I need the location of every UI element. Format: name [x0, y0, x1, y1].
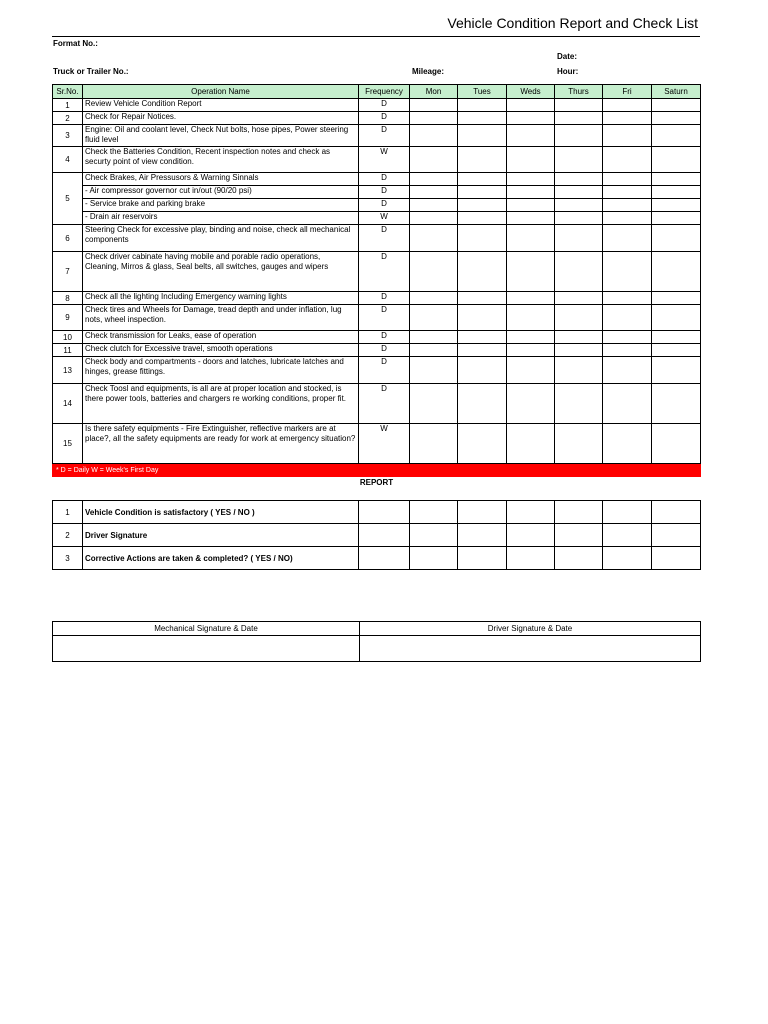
- frequency-cell: W: [359, 424, 410, 464]
- operation-cell: Engine: Oil and coolant level, Check Nut bolts, hose pipes, Power steering fluid level: [83, 125, 359, 147]
- report-sr-cell: 1: [53, 501, 83, 524]
- col-header: Mon: [410, 85, 458, 99]
- report-entry-cell[interactable]: [652, 547, 701, 570]
- day-check-cell[interactable]: [555, 199, 603, 212]
- day-check-cell[interactable]: [507, 292, 555, 305]
- operation-cell: Check transmission for Leaks, ease of operation: [83, 331, 359, 344]
- sr-no-cell: 9: [53, 305, 83, 331]
- day-check-cell[interactable]: [507, 186, 555, 199]
- mechanical-signature-label: Mechanical Signature & Date: [53, 622, 360, 636]
- header-row: [53, 85, 701, 99]
- operation-cell: Check tires and Wheels for Damage, tread depth and under inflation, lug nots, wheel inspection.: [83, 305, 359, 331]
- table-row: [53, 292, 701, 305]
- day-check-cell[interactable]: [410, 125, 458, 147]
- day-check-cell[interactable]: [458, 199, 507, 212]
- report-entry-cell[interactable]: [359, 501, 410, 524]
- day-check-cell[interactable]: [555, 186, 603, 199]
- day-check-cell[interactable]: [458, 147, 507, 173]
- frequency-cell: D: [359, 305, 410, 331]
- sr-no-cell: 2: [53, 112, 83, 125]
- report-label-cell: Vehicle Condition is satisfactory ( YES / NO ): [83, 501, 359, 524]
- day-check-cell[interactable]: [603, 99, 652, 112]
- day-check-cell[interactable]: [410, 424, 458, 464]
- day-check-cell[interactable]: [458, 292, 507, 305]
- day-check-cell[interactable]: [458, 225, 507, 252]
- col-header: Frequency: [359, 85, 410, 99]
- sr-no-cell: 5: [53, 173, 83, 225]
- table-row: [53, 173, 701, 186]
- day-check-cell[interactable]: [555, 173, 603, 186]
- day-check-cell[interactable]: [603, 384, 652, 424]
- day-check-cell[interactable]: [603, 125, 652, 147]
- day-check-cell[interactable]: [603, 252, 652, 292]
- day-check-cell[interactable]: [603, 147, 652, 173]
- day-check-cell[interactable]: [652, 344, 701, 357]
- day-check-cell[interactable]: [458, 125, 507, 147]
- operation-cell: Check body and compartments - doors and latches, lubricate latches and hinges, grease fittings.: [83, 357, 359, 384]
- report-entry-cell[interactable]: [410, 524, 458, 547]
- driver-signature-label: Driver Signature & Date: [360, 622, 701, 636]
- report-entry-cell[interactable]: [359, 547, 410, 570]
- day-check-cell[interactable]: [603, 344, 652, 357]
- day-check-cell[interactable]: [555, 99, 603, 112]
- day-check-cell[interactable]: [652, 424, 701, 464]
- operation-cell: - Service brake and parking brake: [83, 199, 359, 212]
- day-check-cell[interactable]: [555, 225, 603, 252]
- operation-cell: - Drain air reservoirs: [83, 212, 359, 225]
- title-divider: [52, 36, 700, 37]
- report-entry-cell[interactable]: [603, 524, 652, 547]
- frequency-cell: D: [359, 384, 410, 424]
- day-check-cell[interactable]: [652, 173, 701, 186]
- report-entry-cell[interactable]: [555, 501, 603, 524]
- day-check-cell[interactable]: [507, 125, 555, 147]
- frequency-cell: D: [359, 292, 410, 305]
- day-check-cell[interactable]: [603, 424, 652, 464]
- frequency-cell: D: [359, 112, 410, 125]
- day-check-cell[interactable]: [555, 125, 603, 147]
- day-check-cell[interactable]: [410, 225, 458, 252]
- day-check-cell[interactable]: [555, 212, 603, 225]
- operation-cell: Is there safety equipments - Fire Extinguisher, reflective markers are at place?, all the safety equipments are ready for work at emergency situation?: [83, 424, 359, 464]
- checklist-table: [52, 84, 701, 489]
- report-entry-cell[interactable]: [359, 524, 410, 547]
- report-label-cell: Driver Signature: [83, 524, 359, 547]
- day-check-cell[interactable]: [555, 292, 603, 305]
- day-check-cell[interactable]: [603, 212, 652, 225]
- day-check-cell[interactable]: [507, 252, 555, 292]
- day-check-cell[interactable]: [507, 331, 555, 344]
- operation-cell: Steering Check for excessive play, binding and noise, check all mechanical components: [83, 225, 359, 252]
- col-header: Operation Name: [83, 85, 359, 99]
- page-title: Vehicle Condition Report and Check List: [447, 15, 698, 31]
- day-check-cell[interactable]: [507, 225, 555, 252]
- operation-cell: Check Toosl and equipments, is all are at proper location and stocked, is there power tools, batteries and chargers re working conditions, proper fit.: [83, 384, 359, 424]
- sr-no-cell: 14: [53, 384, 83, 424]
- legend-text: * D = Daily W = Week's First Day: [53, 464, 701, 477]
- report-entry-cell[interactable]: [507, 524, 555, 547]
- sr-no-cell: 10: [53, 331, 83, 344]
- day-check-cell[interactable]: [652, 292, 701, 305]
- report-entry-cell[interactable]: [652, 524, 701, 547]
- report-row: [53, 501, 701, 524]
- day-check-cell[interactable]: [410, 292, 458, 305]
- day-check-cell[interactable]: [410, 331, 458, 344]
- sr-no-cell: 4: [53, 147, 83, 173]
- driver-signature-field[interactable]: [360, 636, 701, 662]
- table-row: [53, 331, 701, 344]
- date-label: Date:: [557, 52, 578, 61]
- day-check-cell[interactable]: [410, 384, 458, 424]
- day-check-cell[interactable]: [603, 305, 652, 331]
- day-check-cell[interactable]: [555, 384, 603, 424]
- table-row: [53, 225, 701, 252]
- day-check-cell[interactable]: [458, 344, 507, 357]
- day-check-cell[interactable]: [458, 186, 507, 199]
- report-entry-cell[interactable]: [555, 547, 603, 570]
- day-check-cell[interactable]: [507, 199, 555, 212]
- day-check-cell[interactable]: [555, 331, 603, 344]
- format-no-label: Format No.:: [53, 39, 98, 48]
- day-check-cell[interactable]: [652, 147, 701, 173]
- frequency-cell: D: [359, 125, 410, 147]
- day-check-cell[interactable]: [507, 99, 555, 112]
- day-check-cell[interactable]: [652, 199, 701, 212]
- operation-cell: Check driver cabinate having mobile and porable radio operations, Cleaning, Mirros & glass, Seal belts, all switches, gauges and wipers: [83, 252, 359, 292]
- day-check-cell[interactable]: [555, 424, 603, 464]
- sr-no-cell: 8: [53, 292, 83, 305]
- col-header: Weds: [507, 85, 555, 99]
- day-check-cell[interactable]: [652, 357, 701, 384]
- sr-no-cell: 6: [53, 225, 83, 252]
- frequency-cell: D: [359, 199, 410, 212]
- signature-table: [52, 621, 701, 662]
- day-check-cell[interactable]: [603, 112, 652, 125]
- report-label-row: [53, 477, 701, 489]
- day-check-cell[interactable]: [458, 112, 507, 125]
- frequency-cell: W: [359, 147, 410, 173]
- frequency-cell: W: [359, 212, 410, 225]
- sr-no-cell: 11: [53, 344, 83, 357]
- frequency-cell: D: [359, 252, 410, 292]
- day-check-cell[interactable]: [555, 252, 603, 292]
- report-sr-cell: 3: [53, 547, 83, 570]
- day-check-cell[interactable]: [458, 99, 507, 112]
- table-row: [53, 384, 701, 424]
- table-row: [53, 212, 701, 225]
- day-check-cell[interactable]: [555, 147, 603, 173]
- day-check-cell[interactable]: [410, 147, 458, 173]
- table-row: [53, 357, 701, 384]
- sr-no-cell: 15: [53, 424, 83, 464]
- day-check-cell[interactable]: [555, 357, 603, 384]
- day-check-cell[interactable]: [410, 305, 458, 331]
- report-row: [53, 524, 701, 547]
- table-row: [53, 147, 701, 173]
- day-check-cell[interactable]: [555, 112, 603, 125]
- day-check-cell[interactable]: [410, 199, 458, 212]
- table-row: [53, 112, 701, 125]
- day-check-cell[interactable]: [603, 357, 652, 384]
- frequency-cell: D: [359, 357, 410, 384]
- day-check-cell[interactable]: [507, 305, 555, 331]
- frequency-cell: D: [359, 344, 410, 357]
- table-row: [53, 344, 701, 357]
- table-row: [53, 125, 701, 147]
- report-entry-cell[interactable]: [410, 501, 458, 524]
- sr-no-cell: 3: [53, 125, 83, 147]
- day-check-cell[interactable]: [458, 384, 507, 424]
- day-check-cell[interactable]: [603, 292, 652, 305]
- day-check-cell[interactable]: [410, 357, 458, 384]
- day-check-cell[interactable]: [652, 212, 701, 225]
- day-check-cell[interactable]: [603, 199, 652, 212]
- col-header: Tues: [458, 85, 507, 99]
- operation-cell: Check clutch for Excessive travel, smooth operations: [83, 344, 359, 357]
- day-check-cell[interactable]: [555, 305, 603, 331]
- report-entry-cell[interactable]: [603, 547, 652, 570]
- day-check-cell[interactable]: [603, 331, 652, 344]
- mileage-label: Mileage:: [412, 67, 445, 76]
- report-sr-cell: 2: [53, 524, 83, 547]
- col-header: Thurs: [555, 85, 603, 99]
- operation-cell: Check for Repair Notices.: [83, 112, 359, 125]
- day-check-cell[interactable]: [507, 384, 555, 424]
- day-check-cell[interactable]: [458, 331, 507, 344]
- day-check-cell[interactable]: [507, 424, 555, 464]
- table-row: [53, 252, 701, 292]
- day-check-cell[interactable]: [410, 212, 458, 225]
- sr-no-cell: 13: [53, 357, 83, 384]
- report-label-cell: Corrective Actions are taken & completed? ( YES / NO): [83, 547, 359, 570]
- legend-row: [53, 464, 701, 477]
- mechanical-signature-field[interactable]: [53, 636, 360, 662]
- frequency-cell: D: [359, 173, 410, 186]
- report-table: [52, 500, 701, 570]
- table-row: [53, 424, 701, 464]
- report-entry-cell[interactable]: [458, 547, 507, 570]
- day-check-cell[interactable]: [458, 305, 507, 331]
- report-heading: REPORT: [359, 478, 394, 488]
- report-entry-cell[interactable]: [603, 501, 652, 524]
- report-entry-cell[interactable]: [652, 501, 701, 524]
- day-check-cell[interactable]: [603, 173, 652, 186]
- day-check-cell[interactable]: [603, 225, 652, 252]
- report-entry-cell[interactable]: [555, 524, 603, 547]
- day-check-cell[interactable]: [458, 212, 507, 225]
- day-check-cell[interactable]: [652, 331, 701, 344]
- day-check-cell[interactable]: [652, 186, 701, 199]
- day-check-cell[interactable]: [603, 186, 652, 199]
- table-row: [53, 99, 701, 112]
- operation-cell: Check the Batteries Condition, Recent inspection notes and check as securty point of view condition.: [83, 147, 359, 173]
- day-check-cell[interactable]: [458, 424, 507, 464]
- day-check-cell[interactable]: [652, 225, 701, 252]
- table-row: [53, 186, 701, 199]
- report-row: [53, 547, 701, 570]
- sr-no-cell: 1: [53, 99, 83, 112]
- day-check-cell[interactable]: [652, 112, 701, 125]
- frequency-cell: D: [359, 225, 410, 252]
- day-check-cell[interactable]: [458, 173, 507, 186]
- hour-label: Hour:: [557, 67, 579, 76]
- table-row: [53, 199, 701, 212]
- truck-trailer-label: Truck or Trailer No.:: [53, 67, 129, 76]
- frequency-cell: D: [359, 99, 410, 112]
- day-check-cell[interactable]: [410, 173, 458, 186]
- day-check-cell[interactable]: [652, 252, 701, 292]
- day-check-cell[interactable]: [410, 99, 458, 112]
- day-check-cell[interactable]: [410, 252, 458, 292]
- day-check-cell[interactable]: [410, 344, 458, 357]
- col-header: Saturn: [652, 85, 701, 99]
- day-check-cell[interactable]: [507, 173, 555, 186]
- day-check-cell[interactable]: [652, 384, 701, 424]
- operation-cell: Check Brakes, Air Pressusors & Warning Sinnals: [83, 173, 359, 186]
- report-entry-cell[interactable]: [458, 501, 507, 524]
- day-check-cell[interactable]: [410, 186, 458, 199]
- report-entry-cell[interactable]: [410, 547, 458, 570]
- report-entry-cell[interactable]: [458, 524, 507, 547]
- day-check-cell[interactable]: [507, 357, 555, 384]
- day-check-cell[interactable]: [507, 212, 555, 225]
- operation-cell: - Air compressor governor cut in/out (90/20 psi): [83, 186, 359, 199]
- day-check-cell[interactable]: [652, 99, 701, 112]
- operation-cell: Review Vehicle Condition Report: [83, 99, 359, 112]
- col-header: Sr.No.: [53, 85, 83, 99]
- day-check-cell[interactable]: [507, 112, 555, 125]
- frequency-cell: D: [359, 331, 410, 344]
- day-check-cell[interactable]: [652, 305, 701, 331]
- frequency-cell: D: [359, 186, 410, 199]
- table-row: [53, 305, 701, 331]
- operation-cell: Check all the lighting Including Emergency warning lights: [83, 292, 359, 305]
- report-entry-cell[interactable]: [507, 501, 555, 524]
- day-check-cell[interactable]: [458, 252, 507, 292]
- report-entry-cell[interactable]: [507, 547, 555, 570]
- day-check-cell[interactable]: [507, 344, 555, 357]
- day-check-cell[interactable]: [458, 357, 507, 384]
- day-check-cell[interactable]: [555, 344, 603, 357]
- day-check-cell[interactable]: [652, 125, 701, 147]
- sr-no-cell: 7: [53, 252, 83, 292]
- col-header: Fri: [603, 85, 652, 99]
- day-check-cell[interactable]: [410, 112, 458, 125]
- day-check-cell[interactable]: [507, 147, 555, 173]
